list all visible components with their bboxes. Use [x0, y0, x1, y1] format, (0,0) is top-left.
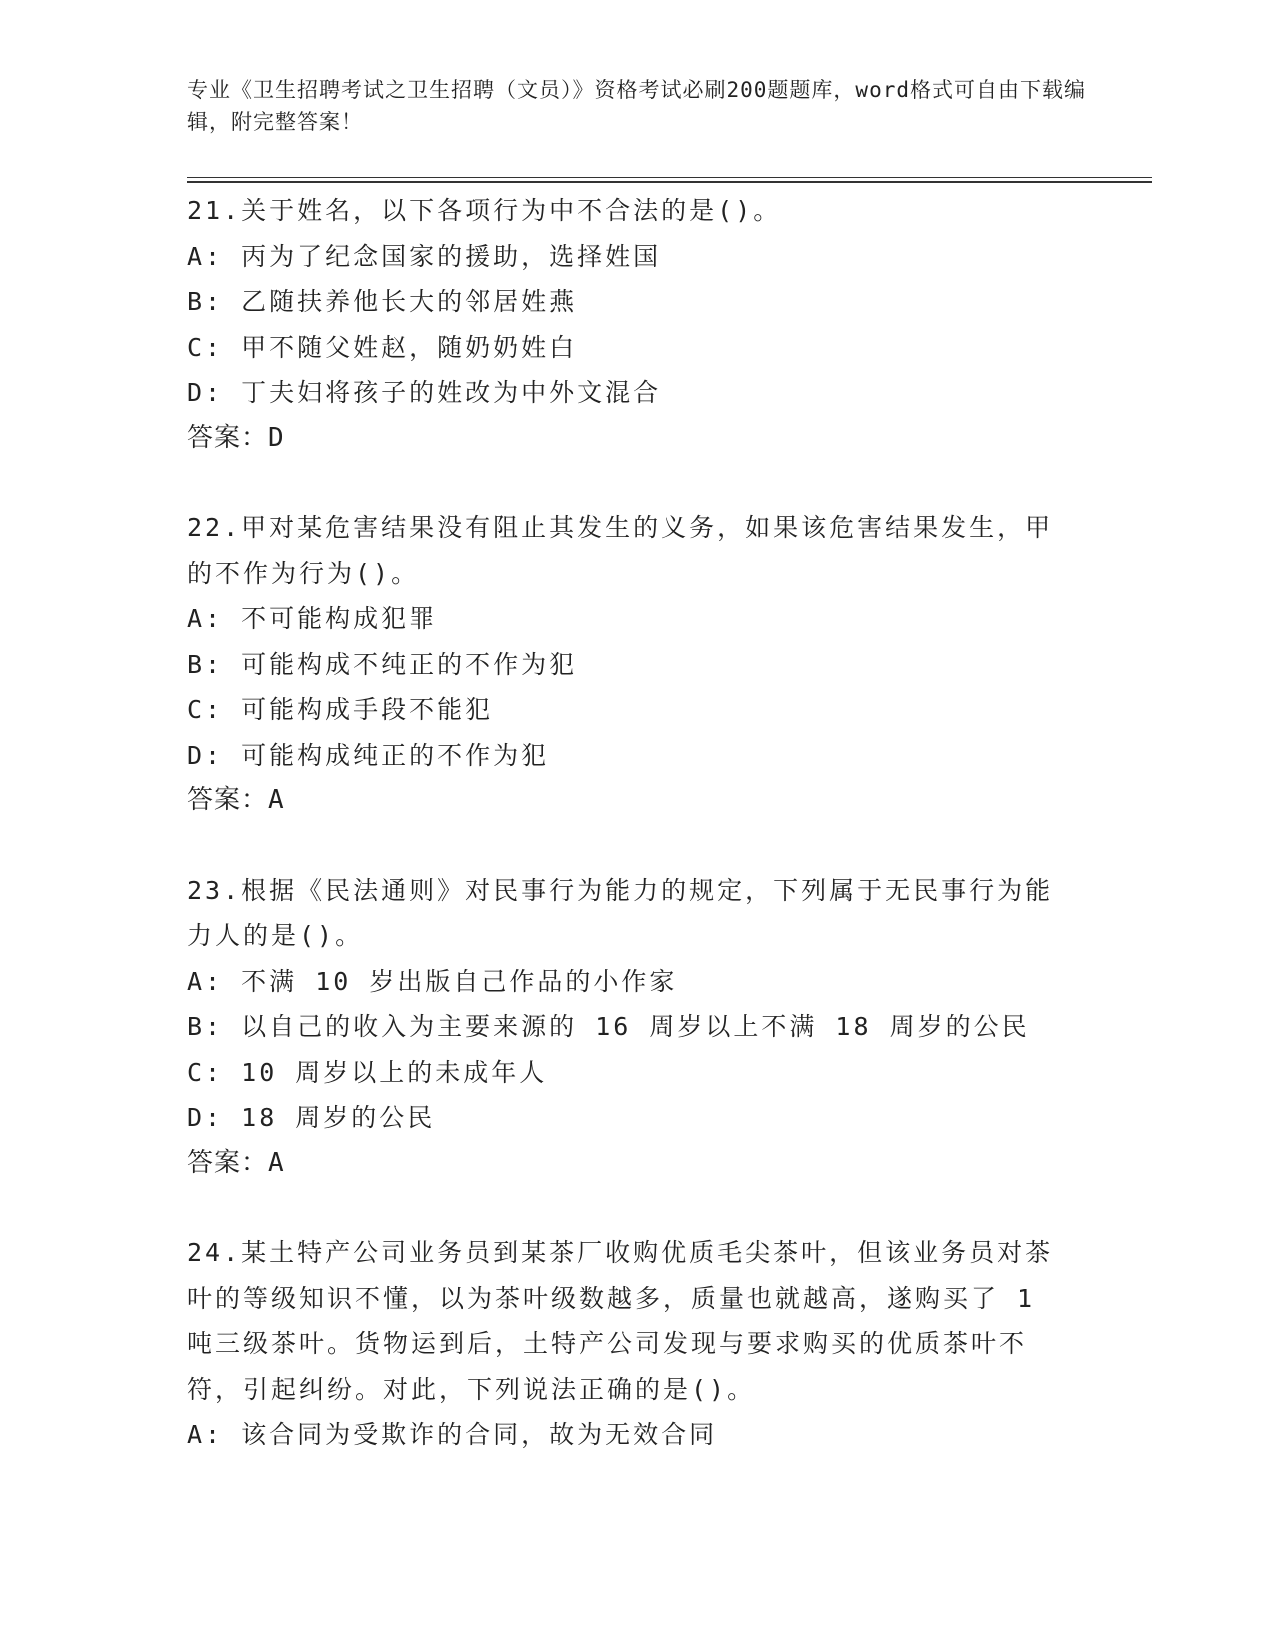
option-b: B: 乙随扶养他长大的邻居姓燕 [187, 287, 578, 316]
answer-label: 答案： [187, 785, 269, 815]
question-stem: 23.根据《民法通则》对民事行为能力的规定，下列属于无民事行为能力人的是()。 [187, 875, 1054, 950]
option-d: D: 18 周岁的公民 [187, 1103, 436, 1132]
answer-value: A [268, 785, 285, 815]
header-divider-thin [187, 177, 1152, 178]
option-c: C: 甲不随父姓赵，随奶奶姓白 [187, 332, 578, 362]
document-header: 专业《卫生招聘考试之卫生招聘（文员）》资格考试必刷200题题库，word格式可自由下载编辑，附完整答案！ [187, 78, 1086, 134]
question-stem: 22.甲对某危害结果没有阻止其发生的义务，如果该危害结果发生，甲的不作为行为()。 [187, 513, 1054, 588]
option-b: B: 以自己的收入为主要来源的 16 周岁以上不满 18 周岁的公民 [187, 1012, 1030, 1041]
answer-value: A [268, 1147, 285, 1178]
header-divider-thick [187, 181, 1152, 183]
question-23 [187, 868, 1077, 1187]
option-c: C: 10 周岁以上的未成年人 [187, 1057, 548, 1087]
option-d: D: 可能构成纯正的不作为犯 [187, 740, 550, 770]
answer-label: 答案： [187, 1147, 269, 1178]
option-a: A: 该合同为受欺诈的合同，故为无效合同 [187, 1420, 718, 1449]
answer-line [187, 1141, 1077, 1187]
option-a: A: 不满 10 岁出版自己作品的小作家 [187, 966, 678, 996]
answer-label: 答案： [187, 422, 269, 453]
question-24 [187, 1230, 1077, 1458]
option-c: C: 可能构成手段不能犯 [187, 695, 494, 724]
option-a: A: 丙为了纪念国家的援助，选择姓国 [187, 241, 662, 271]
answer-line [187, 778, 1077, 824]
answer-line [187, 416, 1077, 462]
question-22 [187, 505, 1077, 824]
option-b: B: 可能构成不纯正的不作为犯 [187, 649, 578, 679]
answer-value: D [268, 422, 285, 453]
question-21 [187, 188, 1077, 461]
option-a: A: 不可能构成犯罪 [187, 604, 438, 633]
question-list [187, 188, 1077, 1502]
option-d: D: 丁夫妇将孩子的姓改为中外文混合 [187, 378, 662, 407]
question-stem: 24.某土特产公司业务员到某茶厂收购优质毛尖茶叶，但该业务员对茶叶的等级知识不懂，以为茶叶级数越多，质量也就越高，遂购买了 1 吨三级茶叶。货物运到后，土特产公司发现与要求购买的优质茶叶不符，引起纠纷。对此，下列说法正确的是()。 [187, 1238, 1054, 1404]
question-stem: 21.关于姓名，以下各项行为中不合法的是()。 [187, 196, 782, 225]
